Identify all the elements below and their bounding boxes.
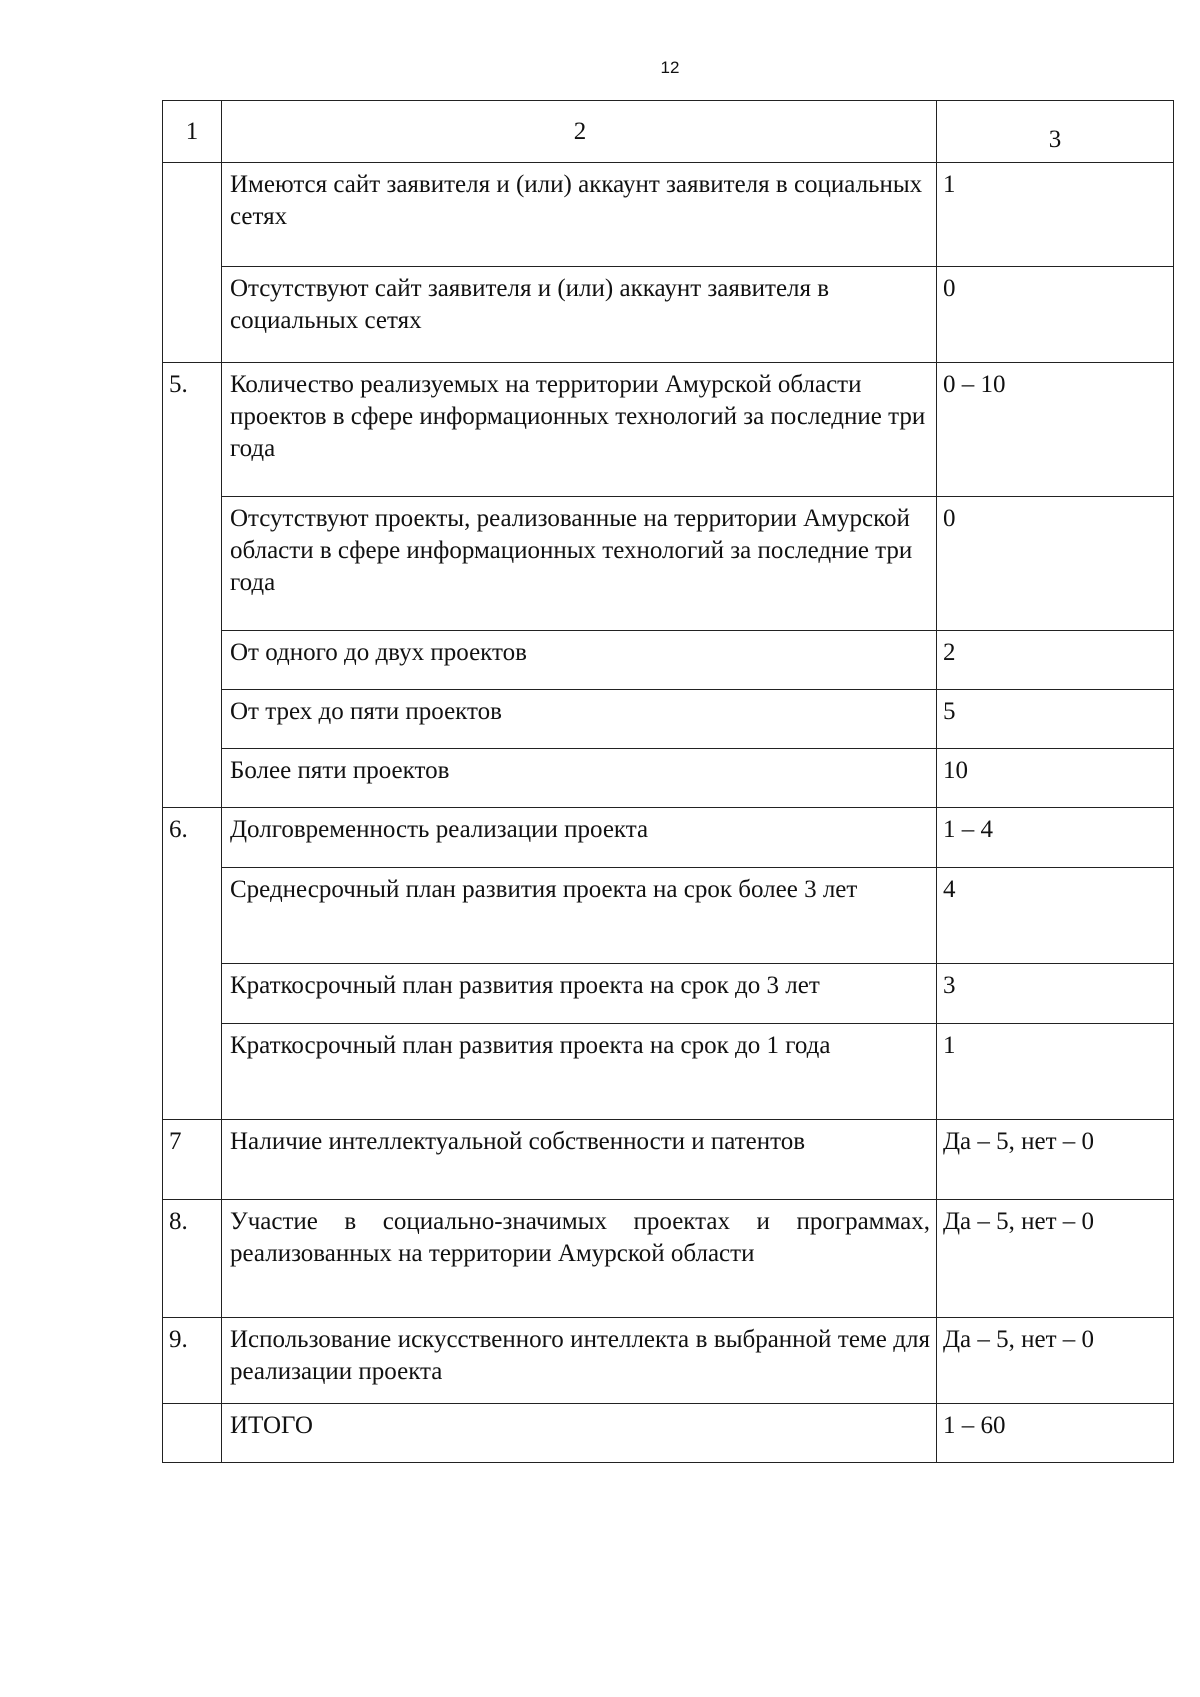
criterion-cell: Более пяти проектов bbox=[222, 749, 937, 808]
criterion-cell: Отсутствуют проекты, реализованные на территории Амурской области в сфере информационных технологий за последние три года bbox=[222, 497, 937, 631]
score-cell: Да – 5, нет – 0 bbox=[937, 1200, 1174, 1318]
row-number-cell: 5. bbox=[163, 363, 222, 808]
table-row bbox=[163, 690, 1174, 749]
table-row bbox=[163, 163, 1174, 267]
criterion-cell: Количество реализуемых на территории Амурской области проектов в сфере информационных технологий за последние три года bbox=[222, 363, 937, 497]
score-cell: 0 bbox=[937, 267, 1174, 363]
criterion-cell: Долговременность реализации проекта bbox=[222, 808, 937, 868]
score-cell: 0 bbox=[937, 497, 1174, 631]
score-cell: 2 bbox=[937, 631, 1174, 690]
table-row bbox=[163, 1024, 1174, 1120]
table-row bbox=[163, 808, 1174, 868]
score-cell: Да – 5, нет – 0 bbox=[937, 1120, 1174, 1200]
table-row bbox=[163, 749, 1174, 808]
row-number-cell bbox=[163, 1404, 222, 1463]
table-row-total bbox=[163, 1404, 1174, 1463]
row-number-cell: 7 bbox=[163, 1120, 222, 1200]
page-number: 12 bbox=[660, 58, 680, 77]
total-label: ИТОГО bbox=[222, 1404, 937, 1463]
score-cell: Да – 5, нет – 0 bbox=[937, 1318, 1174, 1404]
header-cell: 2 bbox=[222, 101, 937, 163]
table-row bbox=[163, 267, 1174, 363]
score-cell: 10 bbox=[937, 749, 1174, 808]
header-cell: 1 bbox=[163, 101, 222, 163]
row-number-cell bbox=[163, 163, 222, 363]
score-cell: 4 bbox=[937, 868, 1174, 964]
total-score: 1 – 60 bbox=[937, 1404, 1174, 1463]
score-cell: 3 bbox=[937, 964, 1174, 1024]
criterion-cell: Краткосрочный план развития проекта на срок до 3 лет bbox=[222, 964, 937, 1024]
row-number-cell: 8. bbox=[163, 1200, 222, 1318]
criteria-table bbox=[162, 100, 1174, 1463]
row-number-cell: 6. bbox=[163, 808, 222, 1120]
score-cell: 0 – 10 bbox=[937, 363, 1174, 497]
table-row bbox=[163, 497, 1174, 631]
row-number-cell: 9. bbox=[163, 1318, 222, 1404]
table-row bbox=[163, 868, 1174, 964]
score-cell: 1 bbox=[937, 1024, 1174, 1120]
score-cell: 1 – 4 bbox=[937, 808, 1174, 868]
table-row bbox=[163, 363, 1174, 497]
criterion-cell: От одного до двух проектов bbox=[222, 631, 937, 690]
criterion-cell: От трех до пяти проектов bbox=[222, 690, 937, 749]
score-cell: 1 bbox=[937, 163, 1174, 267]
criterion-cell: Использование искусственного интеллекта в выбранной теме для реализации проекта bbox=[222, 1318, 937, 1404]
header-cell: 3 bbox=[937, 101, 1174, 163]
criterion-cell: Среднесрочный план развития проекта на срок более 3 лет bbox=[222, 868, 937, 964]
table-row bbox=[163, 631, 1174, 690]
table-row bbox=[163, 1318, 1174, 1404]
table-row bbox=[163, 964, 1174, 1024]
table-header-row bbox=[163, 101, 1174, 163]
criterion-cell: Имеются сайт заявителя и (или) аккаунт заявителя в социальных сетях bbox=[222, 163, 937, 267]
criterion-cell: Участие в социально-значимых проектах и программах, реализованных на территории Амурской области bbox=[222, 1200, 937, 1318]
table-row bbox=[163, 1200, 1174, 1318]
score-cell: 5 bbox=[937, 690, 1174, 749]
criterion-cell: Наличие интеллектуальной собственности и патентов bbox=[222, 1120, 937, 1200]
criterion-cell: Краткосрочный план развития проекта на срок до 1 года bbox=[222, 1024, 937, 1120]
criterion-cell: Отсутствуют сайт заявителя и (или) аккаунт заявителя в социальных сетях bbox=[222, 267, 937, 363]
table-row bbox=[163, 1120, 1174, 1200]
